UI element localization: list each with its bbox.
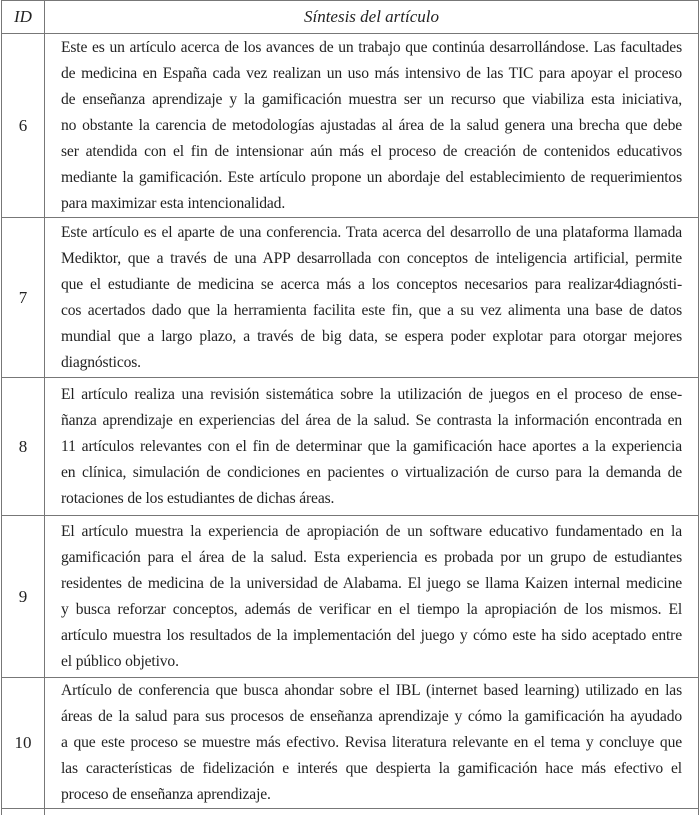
synthesis-line: cos acertados dado que la herramienta facilita este fin, que a su vez alimenta una base de datos <box>61 298 682 324</box>
synthesis-line: mundial que a largo plazo, a través de big data, se espera poder explotar para otorgar mejores <box>61 324 682 350</box>
row-synthesis <box>45 378 699 516</box>
row-synthesis <box>45 34 699 218</box>
table-row <box>2 378 699 516</box>
next-row-partial <box>2 809 699 815</box>
row-synthesis <box>45 516 699 678</box>
row-synthesis <box>45 218 699 378</box>
synthesis-line: el público objetivo. <box>61 649 682 675</box>
table-row <box>2 516 699 678</box>
table-row <box>2 34 699 218</box>
synthesis-line: y busca reforzar conceptos, además de verificar en el tiempo la apropiación de los mismos. El <box>61 597 682 623</box>
synthesis-line: las características de fidelización e interés que despierta la gamificación hace más efectivo el <box>61 756 682 782</box>
synthesis-line: a que este proceso se muestre más efectivo. Revisa literatura relevante en el tema y concluye que <box>61 730 682 756</box>
row-id: 6 <box>2 34 45 218</box>
synthesis-line: ñanza aprendizaje en experiencias del área de la salud. Se contrasta la información encontrada en <box>61 408 682 434</box>
synthesis-line: Artículo de conferencia que busca ahondar sobre el IBL (internet based learning) utilizado en las <box>61 678 682 704</box>
synthesis-line: El artículo muestra la experiencia de apropiación de un software educativo fundamentado en la <box>61 519 682 545</box>
row-id: 10 <box>2 678 45 809</box>
synthesis-line: de medicina en España cada vez realizan un uso más intensivo de las TIC para apoyar el proceso <box>61 61 682 87</box>
synthesis-line: rotaciones de los estudiantes de dichas áreas. <box>61 486 682 512</box>
synthesis-line: Este artículo es el aparte de una conferencia. Trata acerca del desarrollo de una plataforma llamada <box>61 220 682 246</box>
table-row <box>2 678 699 809</box>
synthesis-line: proceso de enseñanza aprendizaje. <box>61 782 682 808</box>
synthesis-line: El artículo realiza una revisión sistemática sobre la utilización de juegos en el proceso de ense- <box>61 382 682 408</box>
synthesis-line: residentes de medicina de la universidad de Alabama. El juego se llama Kaizen internal medicine <box>61 571 682 597</box>
partial-cell <box>45 809 699 815</box>
synthesis-line: Este es un artículo acerca de los avances de un trabajo que continúa desarrollándose. Las facultades <box>61 35 682 61</box>
table-row <box>2 218 699 378</box>
id-header: ID <box>2 1 45 34</box>
partial-cell <box>2 809 45 815</box>
row-id: 8 <box>2 378 45 516</box>
synthesis-line: áreas de la salud para sus procesos de enseñanza aprendizaje y cómo la gamificación ha ayudado <box>61 704 682 730</box>
row-synthesis <box>45 678 699 809</box>
synthesis-line: Mediktor, que a través de una APP desarrollada con conceptos de inteligencia artificial, permite <box>61 246 682 272</box>
synthesis-line: no obstante la carencia de metodologías ajustadas al área de la salud genera una brecha que debe <box>61 113 682 139</box>
synthesis-line: ser atendida con el fin de intensionar aún más el proceso de creación de contenidos educativos <box>61 139 682 165</box>
synthesis-line: para maximizar esta intencionalidad. <box>61 191 682 217</box>
synthesis-line: en clínica, simulación de condiciones en pacientes o virtualización de curso para la demanda de <box>61 460 682 486</box>
synthesis-line: artículo muestra los resultados de la implementación del juego y cómo este ha sido aceptado entre <box>61 623 682 649</box>
synthesis-table <box>1 0 699 815</box>
row-id: 9 <box>2 516 45 678</box>
synthesis-line: mediante la gamificación. Este artículo propone un abordaje del establecimiento de requerimientos <box>61 165 682 191</box>
synthesis-line: 11 artículos relevantes con el fin de determinar que la gamificación hace aportes a la experiencia <box>61 434 682 460</box>
synthesis-line: de enseñanza aprendizaje y la gamificación muestra ser un recurso que viabiliza esta iniciativa, <box>61 87 682 113</box>
synthesis-line: diagnósticos. <box>61 350 682 376</box>
synthesis-line: gamificación para el área de la salud. Esta experiencia es probada por un grupo de estudiantes <box>61 545 682 571</box>
row-id: 7 <box>2 218 45 378</box>
synthesis-line: que el estudiante de medicina se acerca más a los conceptos necesarios para realizar4diagnósti- <box>61 272 682 298</box>
synthesis-header: Síntesis del artículo <box>45 1 699 34</box>
header-row <box>2 1 699 34</box>
